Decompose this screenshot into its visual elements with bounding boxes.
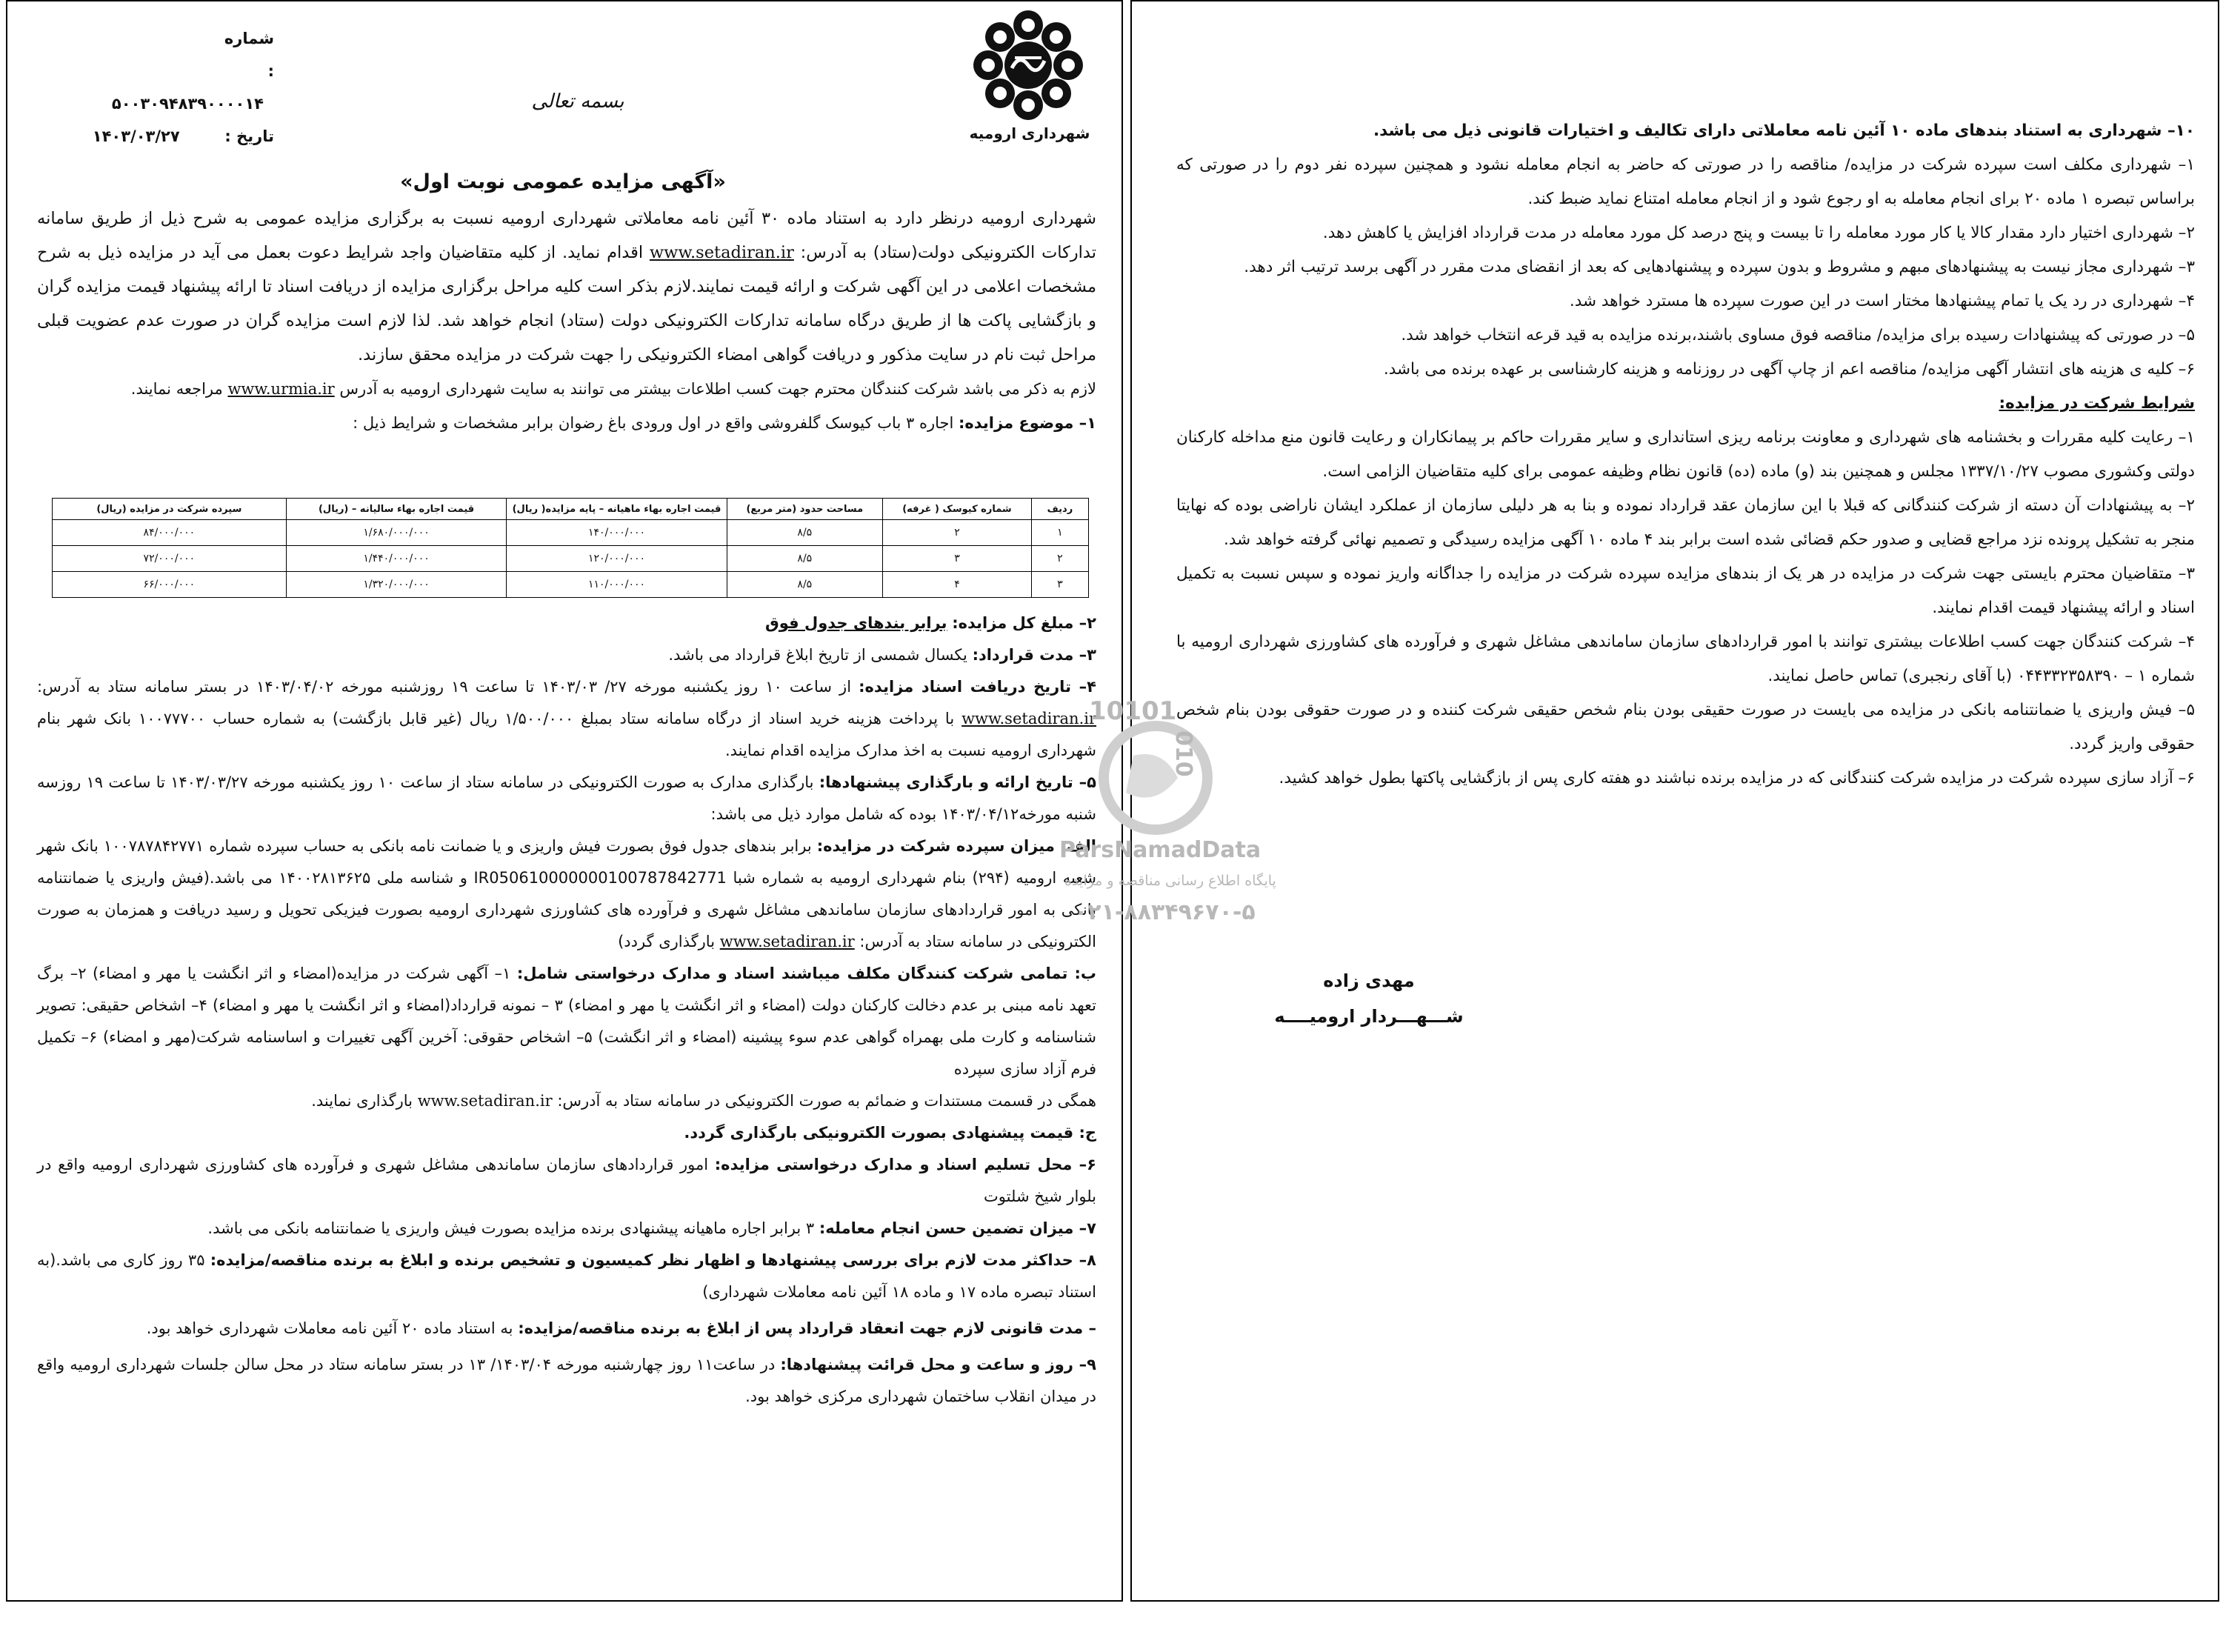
- section-5c: ج: قیمت پیشنهادی بصورت الکترونیکی بارگذاری گردد.: [684, 1124, 1096, 1142]
- watermark: [1059, 696, 1282, 978]
- table-header-row: [53, 499, 1089, 520]
- section-8b-text: به استناد ماده ۲۰ آئین نامه معاملات شهرداری خواهد بود.: [146, 1319, 513, 1337]
- section-7-label: ۷– میزان تضمین حسن انجام معامله:: [819, 1219, 1096, 1237]
- condition-item: ۳– متقاضیان محترم بایستی جهت شرکت در مزایده در هر یک از بندهای مزایده سپرده شرکت در مزایده را جداگانه واریز نموده و سپس نسبت به تکمیل اسناد و ارائه پیشنهاد قیمت اقدام نمایند.: [1176, 564, 2195, 617]
- bismillah: بسمه تعالی: [531, 90, 624, 113]
- condition-item: ۵– فیش واریزی یا ضمانتنامه بانکی در مزایده می بایست در صورت حقیقی بودن بنام شخص حقیقی شرکت کننده و در صورت حقوقی بودن بنام شخص حقوقی واریز گردد.: [1176, 701, 2195, 753]
- intro-text-1: شهرداری ارومیه درنظر دارد به استناد ماده ۳۰ آئین نامه معاملاتی شهرداری ارومیه نسبت به برگزاری مزایده عمومی به شرح ذیل از طریق سامانه تدارکات الکترونیکی دولت(ستاد) به آدرس:: [37, 209, 1097, 262]
- section-1-text: اجاره ۳ باب کیوسک گلفروشی واقع در اول ورودی باغ رضوان برابر مشخصات و شرایط ذیل :: [353, 414, 954, 432]
- signatory-name: مهدی زاده: [1323, 970, 1415, 991]
- cell: ۸۴/۰۰۰/۰۰۰: [53, 520, 287, 546]
- cell: ۷۲/۰۰۰/۰۰۰: [53, 546, 287, 572]
- cell: ۲: [1031, 546, 1088, 572]
- section-5b-label: ب: تمامی شرکت کنندگان مکلف میباشند اسناد و مدارک درخواستی شامل:: [516, 965, 1096, 982]
- section-5a-label: الف: میزان سپرده شرکت در مزایده:: [816, 837, 1096, 855]
- cell: ۱۱۰/۰۰۰/۰۰۰: [507, 572, 727, 598]
- article-10-heading: ۱۰– شهرداری به استناد بندهای ماده ۱۰ آئین نامه معاملاتی دارای تکالیف و اختیارات قانونی ذیل می باشد.: [1373, 121, 2195, 140]
- setad-link[interactable]: www.setadiran.ir: [417, 1092, 553, 1110]
- intro-block: [37, 201, 1096, 440]
- article-10-item: ۲– شهرداری اختیار دارد مقدار کالا یا کار مورد معامله را تا بیست و پنج درصد کل مورد معامله در مدت قرارداد افزایش یا کاهش دهد.: [1322, 224, 2195, 242]
- section-5-label: ۵– تاریخ ارائه و بارگذاری پیشنهادها:: [819, 773, 1096, 791]
- section-3-text: یکسال شمسی از تاریخ ابلاغ قرارداد می باشد.: [668, 646, 967, 664]
- article-10-item: ۳– شهرداری مجاز نیست به پیشنهادهای مبهم و مشروط و بدون سپرده و پیشنهادهایی که بعد از انقضای مدت مقرر در آگهی برسد ترتیب اثر دهد.: [1244, 258, 2195, 276]
- watermark-digits: 10101: [1089, 696, 1177, 726]
- org-name: شهرداری ارومیه: [969, 124, 1090, 142]
- th-monthly-rent: قیمت اجاره بهاء ماهیانه – پایه مزایده( ریال): [507, 499, 727, 520]
- conditions-title: شرایط شرکت در مزایده:: [1999, 394, 2195, 413]
- kiosk-table: [52, 498, 1089, 598]
- section-4-text-1: از ساعت ۱۰ روز یکشنبه مورخه ۲۷/ ۱۴۰۳/۰۳ تا ساعت ۱۹ روزشنبه مورخه ۱۴۰۳/۰۴/۰۲ در بستر سامانه ستاد به آدرس:: [37, 678, 852, 696]
- setad-link[interactable]: www.setadiran.ir: [961, 710, 1097, 727]
- section-3-label: ۳– مدت قرارداد:: [972, 646, 1096, 664]
- th-row-no: ردیف: [1031, 499, 1088, 520]
- number-value: ۵۰۰۳۰۹۴۸۳۹۰۰۰۰۱۴: [111, 95, 264, 113]
- cell: ۸/۵: [727, 546, 882, 572]
- signatory-title: شـــهـــردار ارومیــــه: [1274, 1006, 1464, 1027]
- table-row: [53, 572, 1089, 598]
- condition-item: ۱– رعایت کلیه مقررات و بخشنامه های شهرداری و معاونت برنامه ریزی استانداری و سایر مقررات حاکم بر پیمانکاران و رعایت قانون منع مداخله کارکنان دولتی وکشوری مصوب ۱۳۳۷/۱۰/۲۷ مجلس و همچنین بند (و) ماده (ده) قانون نظام وظیفه عمومی برای کلیه متقاضیان الزامی است.: [1176, 428, 2195, 481]
- setad-link[interactable]: www.setadiran.ir: [719, 933, 855, 950]
- intro-text-2: اقدام نماید. از کلیه متقاضیان واجد شرایط دعوت بعمل می آید در مزایده ذیل به شرح مشخصات اعلامی در این آگهی شرکت و ارائه قیمت نمایند.لازم بذکر است کلیه مراحل برگزاری مزایده از دریافت اسناد تا ارائه پیشنهاد قیمت مزایده گران و بازگشایی پاکت ها از طریق درگاه سامانه تدارکات الکترونیکی دولت (ستاد) انجام خواهد شد. لذا لازم است مزایده گران در صورت عدم عضویت قبلی مراحل ثبت نام در سایت مذکور و دریافت گواهی امضاء الکترونیکی را جهت شرکت در مزایده محقق سازند.: [37, 243, 1096, 364]
- watermark-brand: ParsNamadData: [1059, 837, 1262, 863]
- section-5b-text-3: بارگذاری نمایند.: [311, 1092, 413, 1110]
- table-row: [53, 520, 1089, 546]
- ad-page-conditions: [1130, 0, 2219, 1602]
- watermark-digits-2: 010: [1170, 730, 1196, 777]
- cell: ۱/۶۸۰/۰۰۰/۰۰۰: [286, 520, 507, 546]
- section-5a-text: برابر بندهای جدول فوق بصورت فیش واریزی و یا ضمانت نامه بانکی به حساب سپرده شماره ۱۰۰۷۸۷۸۴۲۷۷۱ بانک شهر شعبه ارومیه (۲۹۴) بنام شهرداری ارومیه به شماره شبا IR050610000000100787842771 و شناسه ملی ۱۴۰۰۲۸۱۳۶۲۵ می باشد.(فیش واریزی یا ضمانتنامه بانکی به امور قراردادهای سازمان ساماندهی مشاغل شهری و فرآورده های کشاورزی شهرداری ارومیه بصورت فیزیکی تحویل و رسید دریافت و همزمان به صورت الکترونیکی در سامانه ستاد به آدرس:: [37, 837, 1097, 950]
- number-label: شماره :: [224, 30, 274, 80]
- conditions-block: [1176, 114, 2195, 796]
- date-label: تاریخ :: [224, 127, 274, 145]
- cell: ۱۴۰/۰۰۰/۰۰۰: [507, 520, 727, 546]
- setad-link[interactable]: www.setadiran.ir: [649, 243, 794, 262]
- condition-item: ۶– آزاد سازی سپرده شرکت در مزایده شرکت کنندگانی که در مزایده برنده نباشند دو هفته کاری پس از بازگشایی پاکتها بطول خواهد کشید.: [1279, 769, 2195, 787]
- ad-page-main: [6, 0, 1123, 1602]
- date-value: ۱۴۰۳/۰۳/۲۷: [92, 127, 180, 145]
- section-2-text: برابر بندهای جدول فوق: [764, 614, 947, 632]
- section-6-text: امور قراردادهای سازمان ساماندهی مشاغل شهری و فرآورده های کشاورزی شهرداری ارومیه واقع در بلوار شیخ شلتوت: [37, 1156, 1096, 1205]
- section-6-label: ۶– محل تسلیم اسناد و مدارک درخواستی مزایده:: [714, 1156, 1096, 1173]
- article-10-item: ۴– شهرداری در رد یک یا تمام پیشنهادها مختار است در این صورت سپرده ها مسترد خواهد شد.: [1569, 292, 2195, 310]
- kiosk-table-wrap: [52, 498, 1089, 598]
- cell: ۱/۴۴۰/۰۰۰/۰۰۰: [286, 546, 507, 572]
- section-8-text: ۳۵ روز کاری می باشد.(به استناد تبصره ماده ۱۷ و ماده ۱۸ آئین نامه معاملات شهرداری): [37, 1251, 1096, 1301]
- section-4-label: ۴– تاریخ دریافت اسناد مزایده:: [859, 678, 1096, 696]
- cell: ۶۶/۰۰۰/۰۰۰: [53, 572, 287, 598]
- article-10-item: ۵– در صورتی که پیشنهادات رسیده برای مزایده/ مناقصه فوق مساوی باشند،برنده مزایده به قید قرعه انتخاب خواهد شد.: [1401, 326, 2195, 344]
- th-yearly-rent: قیمت اجاره بهاء سالیانه – (ریال): [286, 499, 507, 520]
- section-4-text-2: با پرداخت هزینه خرید اسناد از درگاه سامانه ستاد بمبلغ ۱/۵۰۰/۰۰۰ ریال (غیر قابل بازگشت) به شماره حساب ۱۰۰۷۷۷۰۰ بانک شهر بنام شهرداری ارومیه نسبت به اخذ مدارک مزایده اقدام نمایند.: [37, 710, 1096, 759]
- section-2-label: ۲– مبلغ کل مزایده:: [952, 614, 1096, 632]
- section-5b-text: ۱– آگهی شرکت در مزایده(امضاء و اثر انگشت یا مهر و امضاء) ۲– برگ تعهد نامه مبنی بر عدم دخالت کارکنان دولت (امضاء و اثر انگشت یا مهر و امضاء) ۳ – نمونه قرارداد(امضاء و اثر انگشت یا مهر و امضاء) ۴– اشخاص حقیقی: تصویر شناسنامه و کارت ملی بهمراه گواهی عدم سوء پیشینه (امضاء و اثر انگشت) ۵– اشخاص حقوقی: آخرین آگهی تغییرات و اساسنامه شرکت(مهر و امضاء) ۶– تکمیل فرم آزاد سازی سپرده: [37, 965, 1097, 1078]
- section-5b-text-2: همگی در قسمت مستندات و ضمائم به صورت الکترونیکی در سامانه ستاد به آدرس:: [557, 1092, 1096, 1110]
- cell: ۱/۳۲۰/۰۰۰/۰۰۰: [286, 572, 507, 598]
- section-8b-label: – مدت قانونی لازم جهت انعقاد قرارداد پس از ابلاغ به برنده مناقصه/مزایده:: [518, 1319, 1096, 1337]
- cell: ۴: [883, 572, 1032, 598]
- condition-item: ۲– به پیشنهادات آن دسته از شرکت کنندگانی که قبلا با این سازمان عقد قرارداد نموده و بنا به هر دلیلی سازمان از عملکرد ایشان ناراضی بوده که نهایتا منجر به تشکیل پرونده نزد مراجع قضایی و صدور حکم قضائی شده است برابر بند ۴ ماده ۱۰ آگهی مزایده رسیدگی و تصمیم نهائی گرفته خواهد شد.: [1176, 496, 2195, 549]
- municipality-logo: [969, 6, 1087, 124]
- section-7-text: ۳ برابر اجاره ماهیانه پیشنهادی برنده مزایده بصورت فیش واریزی یا ضمانتنامه بانکی می باشد.: [207, 1219, 815, 1237]
- table-row: [53, 546, 1089, 572]
- article-10-item: ۱– شهرداری مکلف است سپرده شرکت در مزایده/ مناقصه را در صورتی که حاضر به انجام معامله نشود و همچنین سپرده نفر دوم را در صورتی که براساس تبصره ۱ ماده ۲۰ برای انجام معامله به او رجوع شود و از انجام معامله امتناع نماید ضبط کند.: [1176, 156, 2195, 208]
- doc-meta: [52, 22, 274, 153]
- cell: ۸/۵: [727, 572, 882, 598]
- th-area: مساحت حدود (متر مربع): [727, 499, 882, 520]
- condition-item: ۴– شرکت کنندگان جهت کسب اطلاعات بیشتری توانند با امور قراردادهای سازمان ساماندهی مشاغل شهری و فرآورده های کشاورزی شهرداری ارومیه با شماره ۱ – ۰۴۴۳۳۲۳۵۸۳۹۰ (با آقای رنجبری) تماس حاصل نمایند.: [1176, 633, 2195, 685]
- section-9-label: ۹– روز و ساعت و محل قرائت پیشنهادها:: [780, 1356, 1096, 1373]
- section-5-text: بارگذاری مدارک به صورت الکترونیکی در سامانه ستاد از ساعت ۱۰ روز یکشنبه مورخه ۱۴۰۳/۰۳/۲۷ تا ساعت ۱۹ روزسه شنبه مورخه۱۴۰۳/۰۴/۱۲ بوده که شامل موارد ذیل می باشد:: [37, 773, 1096, 823]
- section-9-text: در ساعت۱۱ روز چهارشنبه مورخه ۱۴۰۳/۰۴/ ۱۳ در بستر سامانه ستاد در محل سالن جلسات شهرداری ارومیه واقع در میدان انقلاب ساختمان شهرداری مرکزی خواهد بود.: [37, 1356, 1096, 1405]
- section-5a-text-2: بارگذاری گردد): [618, 933, 716, 950]
- th-deposit: سپرده شرکت در مزایده (ریال): [53, 499, 287, 520]
- cell: ۸/۵: [727, 520, 882, 546]
- intro-text-3b: مراجعه نمایند.: [130, 380, 223, 398]
- th-kiosk-no: شماره کیوسک ( غرفه): [883, 499, 1032, 520]
- ad-title: «آگهی مزایده عمومی نوبت اول»: [400, 170, 726, 193]
- section-8-label: ۸– حداکثر مدت لازم برای بررسی پیشنهادها و اظهار نظر کمیسیون و تشخیص برنده و ابلاغ به برنده مناقصه/مزایده:: [210, 1251, 1096, 1269]
- section-1-label: ۱– موضوع مزایده:: [959, 414, 1096, 432]
- sections-block: [37, 607, 1096, 1413]
- urmia-link[interactable]: www.urmia.ir: [227, 380, 335, 398]
- article-10-item: ۶– کلیه ی هزینه های انتشار آگهی مزایده/ مناقصه اعم از چاپ آگهی در روزنامه و هزینه کارشناسی بر عهده برنده می باشد.: [1383, 360, 2195, 379]
- cell: ۱۲۰/۰۰۰/۰۰۰: [507, 546, 727, 572]
- cell: ۲: [883, 520, 1032, 546]
- cell: ۳: [1031, 572, 1088, 598]
- watermark-phone: ۰۲۱-۸۸۳۴۹۶۷۰-۵: [1074, 899, 1256, 925]
- intro-text-3a: لازم به ذکر می باشد شرکت کنندگان محترم جهت کسب اطلاعات بیشتر می توانند به سایت شهرداری ارومیه به آدرس: [339, 380, 1096, 398]
- watermark-caption: پایگاه اطلاع رسانی مناقصه و مزایده: [1064, 873, 1276, 889]
- cell: ۳: [883, 546, 1032, 572]
- cell: ۱: [1031, 520, 1088, 546]
